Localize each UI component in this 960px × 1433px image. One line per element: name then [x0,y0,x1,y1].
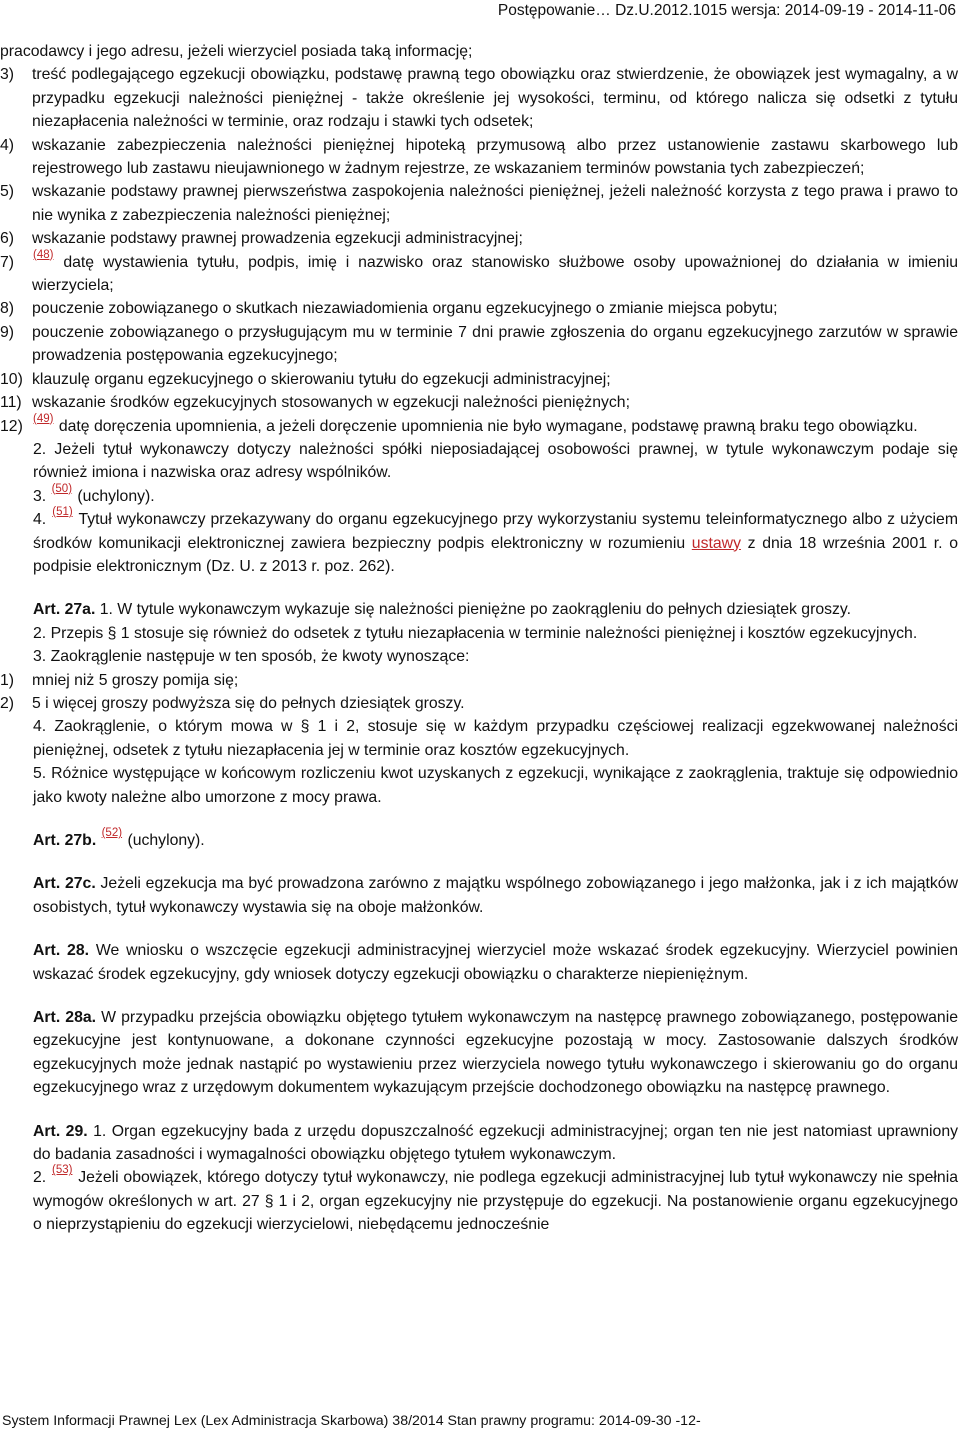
list-item-number: 11) [0,394,22,412]
list-item-number: 2) [0,694,15,712]
list-item-number: 9) [0,323,15,341]
list-item-text-wrap [32,248,958,298]
list-item-text: datę doręczenia upomnienia, a jeżeli doręczenie upomnienia nie było wymagane, podstawę prawną braku tego obowiązku. [58,417,918,435]
list-item-text: treść podlegającego egzekucji obowiązku, podstawę prawną tego obowiązku oraz stwierdzenie, że obowiązek jest wymagalny, a w przypadku egzekucji należności pieniężnej - także określenie jej wysokości, terminu, od którego nalicza się odsetki z tytułu niezapłacenia należności w terminie, oraz rodzaju i stawki tych odsetek; [32,66,958,131]
list-item-text: wskazanie zabezpieczenia należności pieniężnej hipoteką przymusową albo przez ustanowienie zastawu skarbowego lub rejestrowego lub zastawu nieujawnionego w żadnym rejestrze, ze wskazaniem terminów powstania tych zabezpieczeń; [32,136,958,178]
spacer [0,986,958,1006]
article-text: We wniosku o wszczęcie egzekucji administracyjnej wierzyciel może wskazać środek egzekucyjny. Wierzyciel powinien wskazać środek egzekucyjny, gdy wniosek dotyczy egzekucji obowiązku o charakterze niepieniężnym. [33,942,959,983]
list-item [0,692,958,715]
article-title: Art. 28a. [33,1009,97,1027]
footnote-ref-link[interactable]: (50) [51,482,73,495]
article-text: W przypadku przejścia obowiązku objętego tytułem wykonawczym na następcę prawnego zobowiązanego, postępowanie egzekucyjne jest kontynuowane, a dokonane czynności egzekucyjne pozostają w mocy. Zastosowanie dalszych środków egzekucyjnych może jednak nastąpić po wystawieniu przez wierzyciela nowego tytułu wykonawczego i skierowaniu go do organu egzekucyjnego wraz z urzędowym dokumentem wykazującym przejście dochodzonego obowiązku na następcę prawnego. [33,1009,958,1097]
list-item-text: 5 i więcej groszy podwyższa się do pełnych dziesiątek groszy. [32,694,465,712]
list-item-text: klauzulę organu egzekucyjnego o skierowaniu tytułu do egzekucji administracyjnej; [32,370,611,388]
paragraph [0,1166,958,1236]
article [0,939,958,986]
list-item [0,669,958,692]
list-item [0,412,958,438]
list-item-number: 8) [0,300,15,318]
paragraph-text: (uchylony). [77,487,155,505]
list-item-text: datę wystawienia tytułu, podpis, imię i nazwisko oraz stanowisko służbowe osoby upoważnionej do działania w imieniu wierzyciela; [32,253,958,295]
article [0,1120,958,1167]
article [0,829,958,852]
list-item-text: wskazanie środków egzekucyjnych stosowanych w egzekucji należności pieniężnych; [32,394,630,412]
paragraph: 2. Przepis § 1 stosuje się również do odsetek z tytułu niezapłacenia w terminie należności pieniężnej i kosztów egzekucyjnych. [33,624,918,642]
act-link[interactable]: ustawy [691,534,741,552]
list-item-text: pouczenie zobowiązanego o skutkach niezawiadomienia organu egzekucyjnego o zmianie miejsca pobytu; [32,300,778,318]
list-item [0,63,958,133]
paragraph-text: Tytuł wykonawczy przekazywany do organu egzekucyjnego przy wykorzystaniu systemu teleinformatycznego albo z użyciem środków komunikacji elektronicznej zawiera bezpieczny podpis elektroniczny w rozumieniu [33,511,959,552]
list-item-number: 4) [0,136,15,154]
footnote-ref-link[interactable]: (49) [33,412,54,425]
article-title: Art. 27b. [33,832,97,849]
document-body [0,40,958,1237]
article [0,872,958,919]
list-item-number: 6) [0,230,15,248]
list-item [0,227,958,250]
list-item [0,180,958,227]
article-text: 1. Organ egzekucyjny bada z urzędu dopuszczalność egzekucji administracyjnej; organ ten nie jest natomiast uprawniony do badania zasadności i wymagalności obowiązku objętego tytułem wykonawczym. [33,1122,959,1164]
list-item [0,368,958,391]
list-item-number: 5) [0,183,15,201]
paragraph: 5. Różnice występujące w końcowym rozliczeniu kwot uzyskanych z egzekucji, wynikające z zaokrąglenia, traktuje się odpowiednio jako kwoty należne albo umorzone z mocy prawa. [33,765,958,806]
list-item [0,248,958,298]
paragraph-number: 2. [33,1169,47,1187]
list-item-continuation: pracodawcy i jego adresu, jeżeli wierzyciel posiada taką informację; [0,43,473,60]
list-item-number: 3) [0,66,15,84]
paragraph-text: Jeżeli obowiązek, którego dotyczy tytuł wykonawczy, nie podlega egzekucji administracyjnej lub tytuł wykonawczy nie spełnia wymogów określonych w art. 27 § 1 i 2, organ egzekucyjny nie przystępuje do egzekucji. Na postanowienie organu egzekucyjnego o nieprzystąpieniu do egzekucji wierzycielowi, niebędącemu jednocześnie [33,1169,959,1234]
spacer [0,578,958,598]
spacer [0,809,958,829]
spacer [0,919,958,939]
article-text: Jeżeli egzekucja ma być prowadzona zarówno z majątku wspólnego zobowiązanego i jego małżonka, jak i z ich majątków osobistych, tytuł wykonawczy wystawia się na oboje małżonków. [33,875,958,916]
footnote-ref-link[interactable]: (53) [51,1164,73,1177]
list-item-text: wskazanie podstawy prawnej pierwszeństwa zaspokojenia należności pieniężnej, jeżeli należność korzysta z tego prawa i prawo to nie wynika z zabezpieczenia należności pieniężnej; [32,183,958,224]
paragraph-text: z dnia 18 września 2001 r. o podpisie elektronicznym (Dz. U. z 2013 r. poz. 262). [33,534,958,575]
list-item-text-wrap [32,412,958,438]
article-title: Art. 27c. [33,875,96,893]
list-item-text: mniej niż 5 groszy pomija się; [32,671,239,689]
article-title: Art. 28. [33,942,90,960]
spacer [0,852,958,872]
paragraph: 2. Jeżeli tytuł wykonawczy dotyczy należności spółki nieposiadającej osobowości prawnej, w tytule wykonawczym podaje się również imiona i nazwiska oraz adresy wspólników. [33,440,958,482]
article [0,598,958,621]
list-item-number: 7) [0,253,15,271]
list-item-number: 1) [0,671,15,689]
paragraph [0,482,958,508]
list-item-number: 10) [0,370,23,388]
page-footer: System Informacji Prawnej Lex (Lex Administracja Skarbowa) 38/2014 Stan prawny programu: 2014-09-30 -12- [2,1413,701,1429]
paragraph-number: 3. [33,487,47,505]
paragraph-number: 4. [33,511,47,529]
spacer [0,1100,958,1120]
footnote-ref-link[interactable]: (52) [101,827,123,839]
list-item [0,134,958,181]
paragraph [0,508,958,578]
list-item [0,321,958,368]
list-item [0,391,958,414]
footnote-ref-link[interactable]: (48) [33,248,54,261]
article-title: Art. 27a. [33,601,96,619]
list-item-text: pouczenie zobowiązanego o przysługującym mu w terminie 7 dni prawie zgłoszenia do organu egzekucyjnego zarzutów w sprawie prowadzenia postępowania egzekucyjnego; [32,323,958,365]
list-item-text: wskazanie podstawy prawnej prowadzenia egzekucji administracyjnej; [32,230,523,248]
footnote-ref-link[interactable]: (51) [52,506,73,519]
list-item [0,297,958,320]
article-text: (uchylony). [127,832,205,849]
paragraph: 4. Zaokrąglenie, o którym mowa w § 1 i 2, stosuje się w każdym przypadku częściowej realizacji egzekwowanej należności pieniężnej, odsetek z tytułu niezapłacenia jej w terminie oraz kosztów egzekucyjnych. [33,718,958,759]
page-header: Postępowanie… Dz.U.2012.1015 wersja: 2014-09-19 - 2014-11-06 [497,2,956,19]
paragraph: 3. Zaokrąglenie następuje w ten sposób, że kwoty wynoszące: [33,648,470,666]
list-item-number: 12) [0,417,23,435]
article-text: 1. W tytule wykonawczym wykazuje się należności pieniężne po zaokrągleniu do pełnych dziesiątek groszy. [99,601,852,619]
article-title: Art. 29. [33,1122,88,1140]
article [0,1006,958,1100]
